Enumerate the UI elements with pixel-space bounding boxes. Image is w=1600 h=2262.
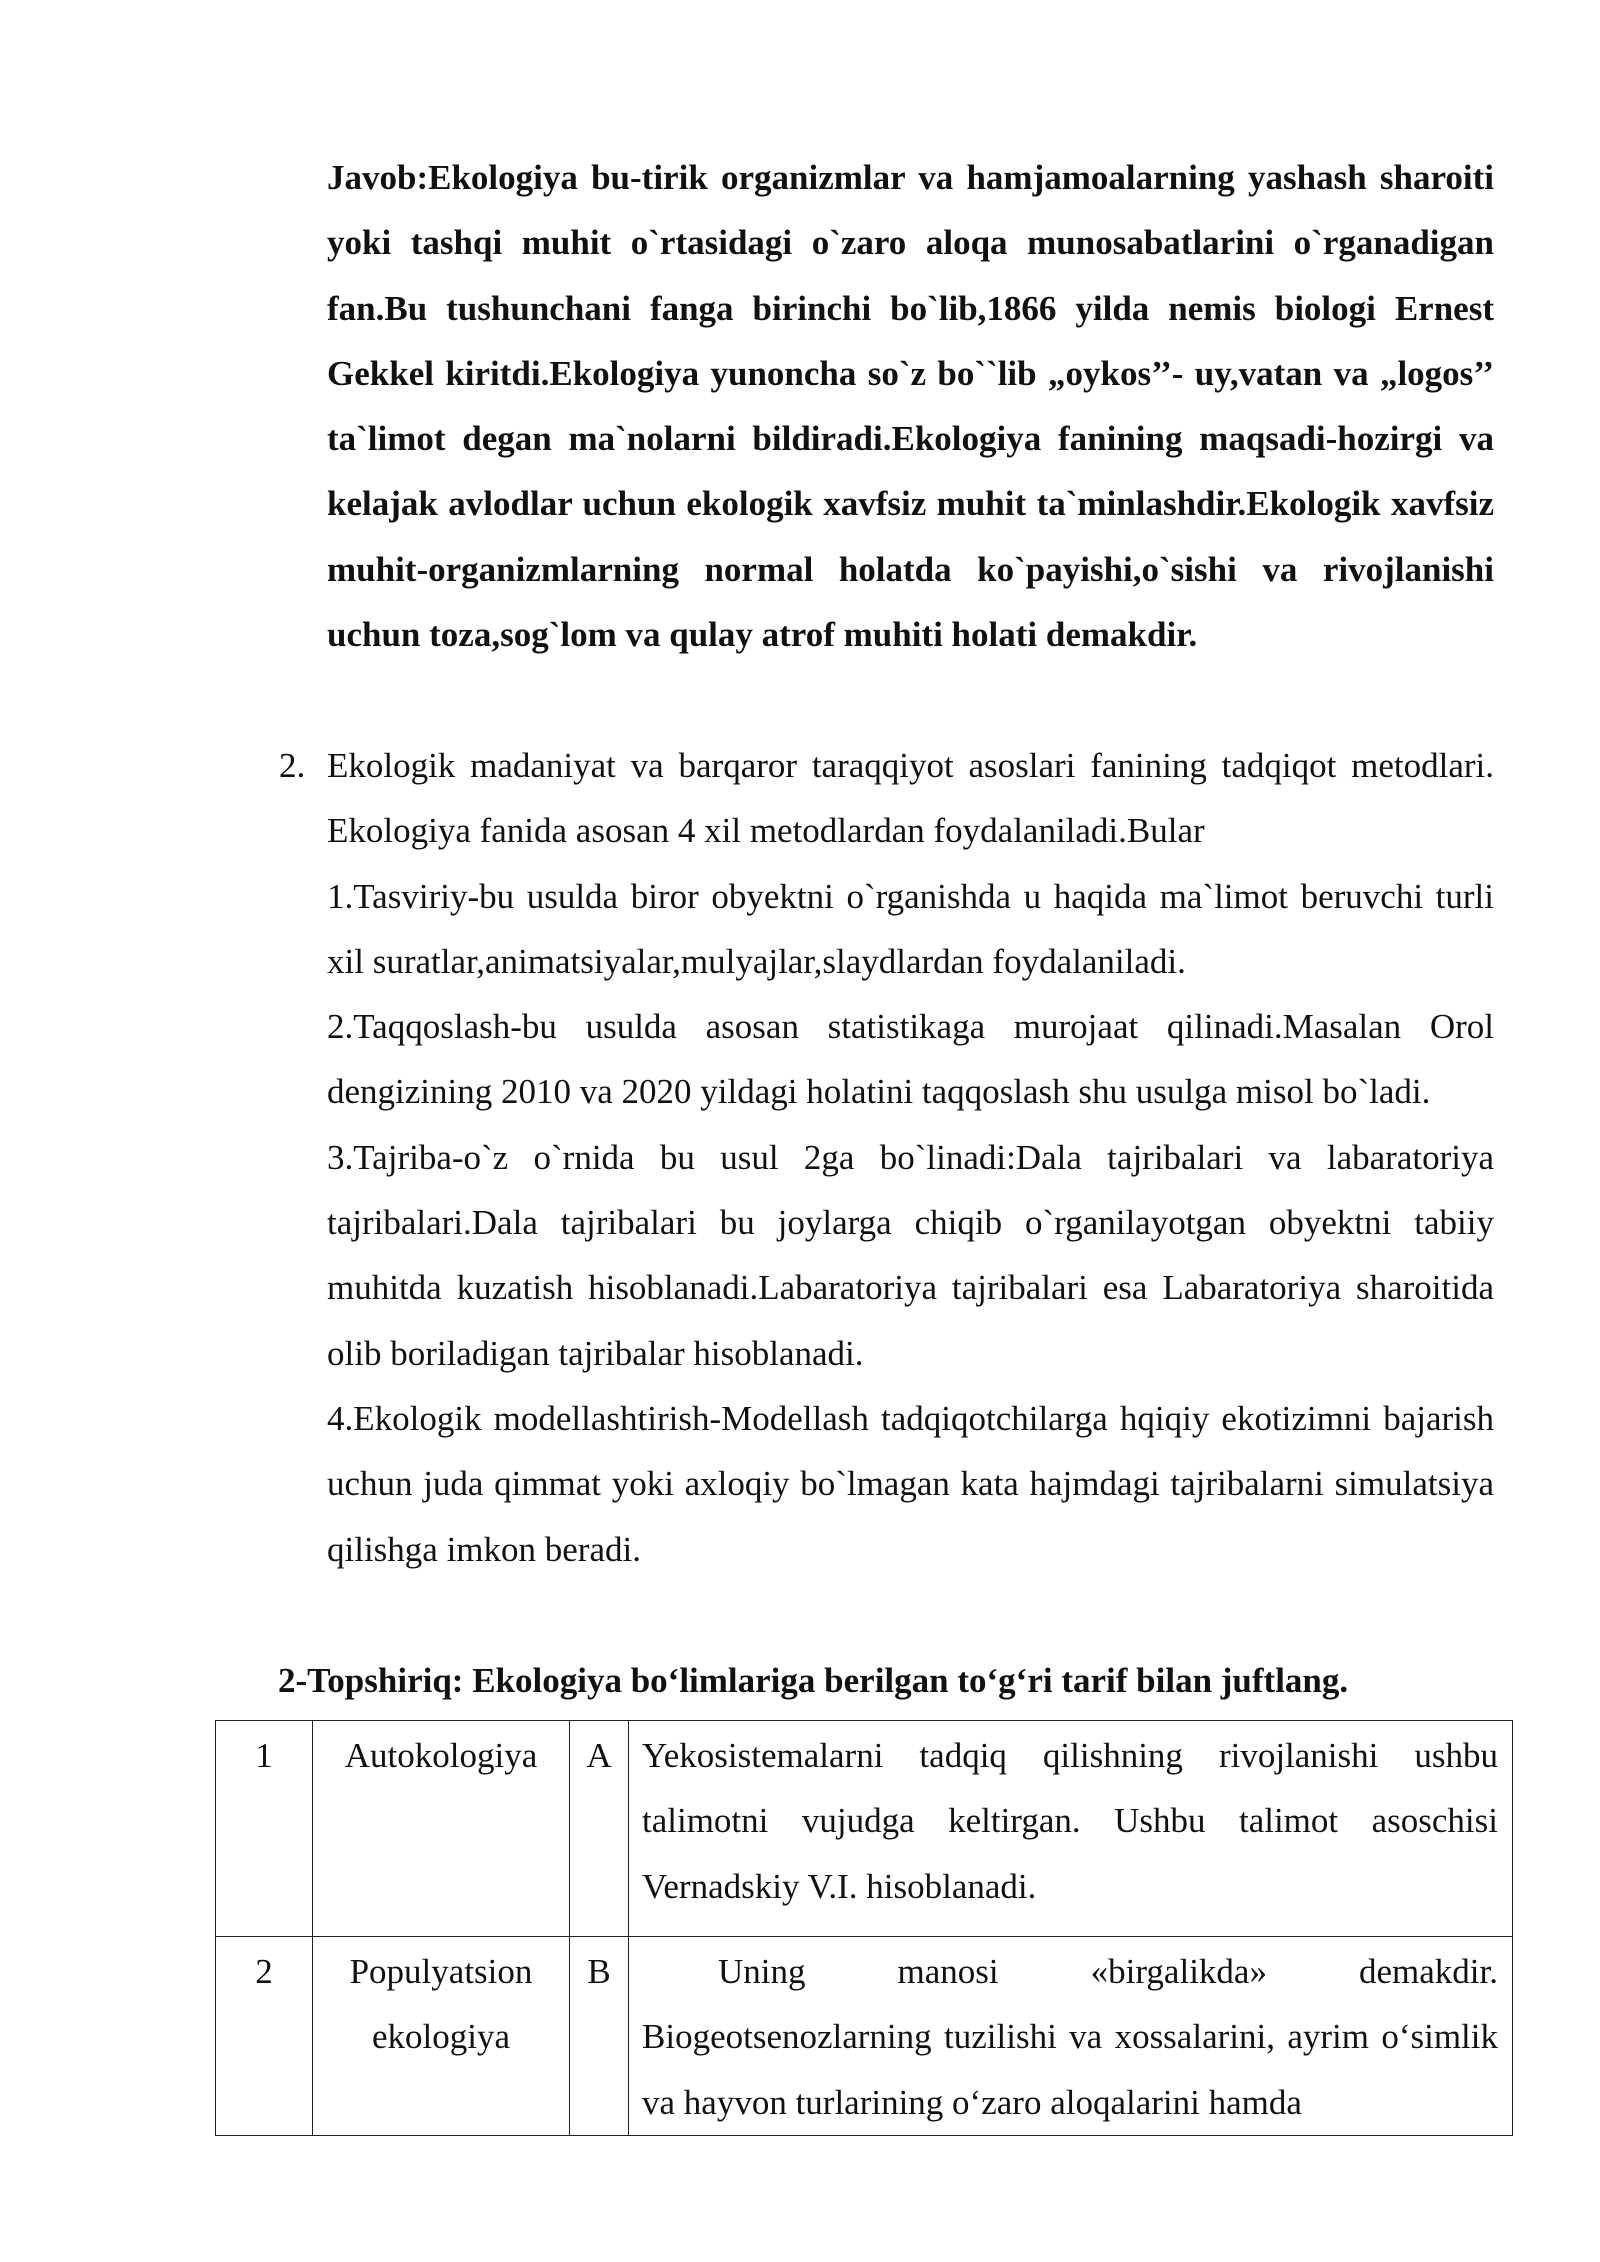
row-number: 2 (216, 1937, 313, 2136)
section-name: Autokologiya (313, 1721, 570, 1937)
matching-table (215, 1720, 1513, 2136)
definition-letter: A (570, 1721, 629, 1937)
method-2: 2.Taqqoslash-bu usulda asosan statistikaga murojaat qilinadi.Masalan Orol dengizining 2010 va 2020 yildagi holatini taqqoslash shu usulga misol bo`ladi. (327, 1007, 1494, 1112)
list-number: 2. (279, 746, 306, 785)
method-4: 4.Ekologik modellashtirish-Modellash tadqiqotchilarga hqiqiy ekotizimni bajarish uchun juda qimmat yoki axloqiy bo`lmagan kata hajmdagi tajribalarni simulatsiya qilishga imkon beradi. (327, 1398, 1494, 1569)
list-item-2 (279, 733, 1494, 1582)
section-name: Populyatsion ekologiya (313, 1937, 570, 2136)
definition-text: Uning manosi «birgalikda» demakdir. Biogeotsenozlarning tuzilishi va xossalarini, ayrim o‘simlik va hayvon turlarining o‘zaro aloqalarini hamda (629, 1937, 1513, 2136)
task-heading: 2-Topshiriq: Ekologiya bo‘limlariga berilgan to‘g‘ri tarif bilan juftlang. (278, 1661, 1349, 1700)
answer-paragraph: Javob:Ekologiya bu-tirik organizmlar va hamjamoalarning yashash sharoiti yoki tashqi muhit o`rtasidagi o`zaro aloqa munosabatlarini o`rganadigan fan.Bu tushunchani fanga birinchi bo`lib,1866 yilda nemis biologi Ernest Gekkel kiritdi.Ekologiya yunoncha so`z bo``lib „oykos’’- uy,vatan va „logos’’ ta`limot degan ma`nolarni bildiradi.Ekologiya fanining maqsadi-hozirgi va kelajak avlodlar uchun ekologik xavfsiz muhit ta`minlashdir.Ekologik xavfsiz muhit-organizmlarning normal holatda ko`payishi,o`sishi va rivojlanishi uchun toza,sog`lom va qulay atrof muhiti holati demakdir. (327, 158, 1494, 655)
item2-intro: Ekologik madaniyat va barqaror taraqqiyot asoslari fanining tadqiqot metodlari. Ekologiya fanida asosan 4 xil metodlardan foydalaniladi.Bular (327, 746, 1494, 851)
definition-text: Yekosistemalarni tadqiq qilishning rivojlanishi ushbu talimotni vujudga keltirgan. Ushbu talimot asoschisi Vernadskiy V.I. hisoblanadi. (629, 1721, 1513, 1937)
definition-letter: B (570, 1937, 629, 2136)
row-number: 1 (216, 1721, 313, 1937)
table-row (216, 1937, 1513, 2136)
table-row (216, 1721, 1513, 1937)
method-1: 1.Tasviriy-bu usulda biror obyektni o`rganishda u haqida ma`limot beruvchi turli xil suratlar,animatsiyalar,mulyajlar,slaydlardan foydalaniladi. (327, 876, 1494, 981)
method-3: 3.Tajriba-o`z o`rnida bu usul 2ga bo`linadi:Dala tajribalari va labaratoriya tajribalari.Dala tajribalari bu joylarga chiqib o`rganilayotgan obyektni tabiiy muhitda kuzatish hisoblanadi.Labaratoriya tajribalari esa Labaratoriya sharoitida olib boriladigan tajribalar hisoblanadi. (327, 1137, 1494, 1373)
